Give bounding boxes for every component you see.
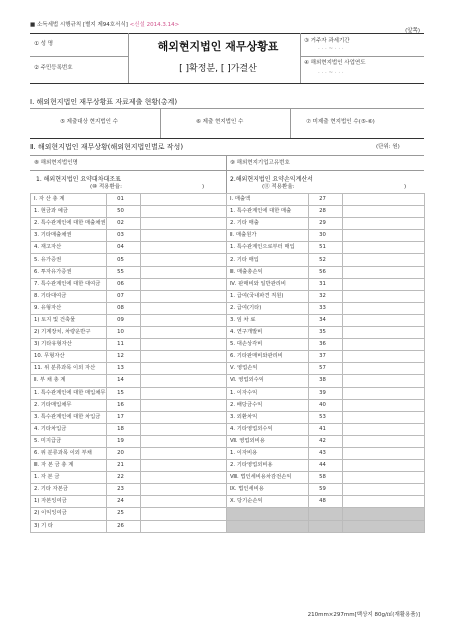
- table-row: [31, 230, 425, 242]
- row-label-left: Ⅰ. 자 산 총 계: [31, 194, 107, 206]
- row-code-right: 51: [309, 242, 343, 254]
- row-label-left: 3) 기타유형자산: [31, 339, 107, 351]
- business-year-field[interactable]: · · · ~ · · ·: [318, 70, 344, 76]
- amount-field-right[interactable]: [343, 194, 425, 206]
- row-code-right: [309, 520, 343, 532]
- row-code-right: 40: [309, 399, 343, 411]
- amount-field-left[interactable]: [141, 351, 227, 363]
- amount-field-left[interactable]: [141, 375, 227, 387]
- row-code-right: [309, 508, 343, 520]
- form-header: [30, 20, 179, 28]
- amount-field-right[interactable]: [343, 423, 425, 435]
- row-label-right: 1. 이자수익: [227, 387, 309, 399]
- row-label-right: [227, 520, 309, 532]
- row-label-left: 6. 위 분류과목 이외 부채: [31, 447, 107, 459]
- row-label-left: 2. 기타매입채무: [31, 399, 107, 411]
- row-label-left: Ⅲ. 자 본 금 총 계: [31, 460, 107, 472]
- amount-field-left[interactable]: [141, 290, 227, 302]
- row-label-right: 4. 기타영업외수익: [227, 423, 309, 435]
- row-code-right: 38: [309, 375, 343, 387]
- amount-field-right[interactable]: [343, 472, 425, 484]
- row-label-right: Ⅱ. 매출원가: [227, 230, 309, 242]
- row-code-left: 22: [107, 472, 141, 484]
- corp-id-label: ⑨ 해외현지기업고유번호: [230, 160, 290, 166]
- row-code-left: 13: [107, 363, 141, 375]
- form-header-text: ■ 소득세법 시행규칙 [별지 제94호서식]: [30, 22, 128, 28]
- row-label-right: Ⅴ. 영업손익: [227, 363, 309, 375]
- amount-field-right[interactable]: [343, 266, 425, 278]
- table-row: [31, 411, 425, 423]
- amount-field-left[interactable]: [141, 508, 227, 520]
- table-row: [31, 327, 425, 339]
- table-row: [31, 472, 425, 484]
- row-label-left: 4. 재고자산: [31, 242, 107, 254]
- amount-field-left[interactable]: [141, 520, 227, 532]
- table-row: [31, 218, 425, 230]
- amount-field-right[interactable]: [343, 290, 425, 302]
- row-label-right: Ⅸ. 법인세비용: [227, 484, 309, 496]
- row-label-left: 3. 특수관계인에 대한 차입금: [31, 411, 107, 423]
- table-row: [31, 314, 425, 326]
- row-code-right: 32: [309, 290, 343, 302]
- top-rule: [30, 33, 424, 34]
- table-row: [31, 254, 425, 266]
- row-code-right: 27: [309, 194, 343, 206]
- tax-period-label: ③ 거주자 과세기간: [304, 38, 350, 44]
- left-rate-label: (⑩ 적용환율:: [90, 184, 122, 190]
- right-rate-close: ): [404, 184, 407, 190]
- amount-field-left[interactable]: [141, 254, 227, 266]
- row-label-right: 1. 특수관계인으로부터 매입: [227, 242, 309, 254]
- divider: [30, 170, 424, 171]
- table-row: [31, 387, 425, 399]
- income-statement-title: 2.해외현지법인 요약손익계산서: [230, 176, 313, 183]
- row-label-right: Ⅰ. 매출액: [227, 194, 309, 206]
- row-code-left: 19: [107, 435, 141, 447]
- row-code-left: 14: [107, 375, 141, 387]
- unit-label: (단위: 원): [376, 144, 400, 150]
- table-row: [31, 339, 425, 351]
- row-code-right: 52: [309, 254, 343, 266]
- row-label-left: 6. 투자유가증권: [31, 266, 107, 278]
- amount-field-right: [343, 508, 425, 520]
- amount-field-left[interactable]: [141, 399, 227, 411]
- row-code-left: 23: [107, 484, 141, 496]
- row-label-right: 2. 기타 매입: [227, 254, 309, 266]
- row-code-left: 12: [107, 351, 141, 363]
- row-code-right: 56: [309, 266, 343, 278]
- row-label-left: 10. 무형자산: [31, 351, 107, 363]
- amount-field-right[interactable]: [343, 387, 425, 399]
- row-label-left: 1. 자 본 금: [31, 472, 107, 484]
- row-label-left: 5. 유가증권: [31, 254, 107, 266]
- row-label-left: 2) 이익잉여금: [31, 508, 107, 520]
- row-code-right: 42: [309, 435, 343, 447]
- row-label-right: 2. 급여(기타): [227, 302, 309, 314]
- row-code-right: 36: [309, 339, 343, 351]
- amount-field-right[interactable]: [343, 302, 425, 314]
- table-row: [31, 351, 425, 363]
- amount-field-right[interactable]: [343, 435, 425, 447]
- row-code-right: 58: [309, 472, 343, 484]
- row-code-right: 33: [309, 302, 343, 314]
- row-code-left: 08: [107, 302, 141, 314]
- balance-sheet-title: 1. 해외현지법인 요약대차대조표: [36, 176, 121, 183]
- row-label-right: 4. 연구개발비: [227, 327, 309, 339]
- row-label-right: 3. 외환차익: [227, 411, 309, 423]
- row-label-right: Ⅳ. 판매비와 일반관리비: [227, 278, 309, 290]
- left-rate-close: ): [202, 184, 205, 190]
- name-label: ① 성 명: [34, 41, 54, 47]
- paper-spec: 210mm×297mm[백상지 80g/㎡(재활용품)]: [307, 612, 420, 618]
- table-row: [31, 206, 425, 218]
- row-label-left: 1) 토지 및 건축물: [31, 314, 107, 326]
- row-code-right: 35: [309, 327, 343, 339]
- amount-field-left[interactable]: [141, 435, 227, 447]
- row-code-left: 20: [107, 447, 141, 459]
- row-code-right: 53: [309, 411, 343, 423]
- amount-field-left[interactable]: [141, 242, 227, 254]
- table-row: [31, 242, 425, 254]
- row-label-left: 9. 유형자산: [31, 302, 107, 314]
- row-label-left: 3. 기타매출채권: [31, 230, 107, 242]
- amount-field-right[interactable]: [343, 411, 425, 423]
- row-label-right: 6. 기타판매비와관리비: [227, 351, 309, 363]
- row-label-right: Ⅲ. 매출총손익: [227, 266, 309, 278]
- amount-field-right[interactable]: [343, 339, 425, 351]
- amount-field-left[interactable]: [141, 339, 227, 351]
- row-label-right: 2. 기타 매출: [227, 218, 309, 230]
- amount-field-left[interactable]: [141, 387, 227, 399]
- row-label-right: 1. 급여(국내파견 직원): [227, 290, 309, 302]
- table-row: [31, 399, 425, 411]
- row-code-left: 03: [107, 230, 141, 242]
- amount-field-left[interactable]: [141, 206, 227, 218]
- table-row: [31, 520, 425, 532]
- amount-field-left[interactable]: [141, 314, 227, 326]
- row-label-left: 5. 미지급금: [31, 435, 107, 447]
- row-label-right: Ⅶ. 영업외비용: [227, 435, 309, 447]
- amount-field-right[interactable]: [343, 314, 425, 326]
- row-code-left: 02: [107, 218, 141, 230]
- row-code-left: 17: [107, 411, 141, 423]
- amount-field-left[interactable]: [141, 472, 227, 484]
- divider: [226, 155, 227, 193]
- amount-field-right[interactable]: [343, 327, 425, 339]
- row-label-right: 1. 특수관계인에 대한 매출: [227, 206, 309, 218]
- amount-field-left[interactable]: [141, 411, 227, 423]
- financial-table: [30, 193, 425, 533]
- row-label-left: 1) 자본잉여금: [31, 496, 107, 508]
- amount-field-right[interactable]: [343, 218, 425, 230]
- row-label-left: 7. 특수관계인에 대한 대여금: [31, 278, 107, 290]
- unsubmitted-count-label: ⑦ 미제출 현지법인 수(⑤-⑥): [306, 119, 375, 125]
- amount-field-right[interactable]: [343, 375, 425, 387]
- row-code-left: 16: [107, 399, 141, 411]
- row-label-left: 3) 기 타: [31, 520, 107, 532]
- corp-name-label: ⑧ 해외현지법인명: [34, 160, 78, 166]
- table-row: [31, 508, 425, 520]
- row-label-left: 2. 특수관계인에 대한 매출채권: [31, 218, 107, 230]
- row-label-right: Ⅷ. 법인세비용차감전손익: [227, 472, 309, 484]
- table-row: [31, 423, 425, 435]
- tax-period-field[interactable]: · · · ~ · · ·: [318, 46, 344, 52]
- row-code-right: 57: [309, 363, 343, 375]
- amount-field-left[interactable]: [141, 447, 227, 459]
- row-code-left: 26: [107, 520, 141, 532]
- row-label-left: 1. 현금과 예금: [31, 206, 107, 218]
- table-row: [31, 460, 425, 472]
- row-code-right: 29: [309, 218, 343, 230]
- section2-title: Ⅱ. 해외현지법인 재무상황(해외현지법인별로 작성): [30, 143, 184, 151]
- section1-title: Ⅰ. 해외현지법인 재무상황표 자료제출 현황(총계): [30, 98, 178, 106]
- row-label-right: 5. 대손상각비: [227, 339, 309, 351]
- row-code-left: 09: [107, 314, 141, 326]
- amount-field-left[interactable]: [141, 423, 227, 435]
- row-code-right: 44: [309, 460, 343, 472]
- row-label-left: 1. 특수관계인에 대한 매입채무: [31, 387, 107, 399]
- row-code-right: 48: [309, 496, 343, 508]
- row-label-right: 2. 배당금수익: [227, 399, 309, 411]
- amount-field-left[interactable]: [141, 230, 227, 242]
- row-code-left: 55: [107, 266, 141, 278]
- row-code-right: 41: [309, 423, 343, 435]
- amount-field-right[interactable]: [343, 399, 425, 411]
- row-label-right: 1. 이자비용: [227, 447, 309, 459]
- row-code-left: 05: [107, 254, 141, 266]
- row-code-left: 15: [107, 387, 141, 399]
- row-code-right: 34: [309, 314, 343, 326]
- amount-field-left[interactable]: [141, 484, 227, 496]
- divider: [30, 138, 424, 139]
- divider: [290, 108, 291, 138]
- amount-field-left[interactable]: [141, 194, 227, 206]
- table-row: [31, 302, 425, 314]
- amount-field-right[interactable]: [343, 447, 425, 459]
- table-row: [31, 278, 425, 290]
- table-row: [31, 435, 425, 447]
- amount-field-right[interactable]: [343, 254, 425, 266]
- row-code-left: 10: [107, 327, 141, 339]
- business-year-label: ④ 해외현지법인 사업연도: [304, 60, 366, 66]
- row-code-left: 07: [107, 290, 141, 302]
- amount-field-left[interactable]: [141, 327, 227, 339]
- row-code-left: 06: [107, 278, 141, 290]
- divider: [300, 56, 424, 57]
- amount-field-right[interactable]: [343, 484, 425, 496]
- row-code-left: 11: [107, 339, 141, 351]
- row-label-left: Ⅱ. 부 채 총 계: [31, 375, 107, 387]
- divider: [30, 83, 424, 84]
- row-code-right: 28: [309, 206, 343, 218]
- side-label: (앞쪽): [405, 28, 420, 34]
- row-code-right: 59: [309, 484, 343, 496]
- row-code-left: 24: [107, 496, 141, 508]
- row-code-left: 01: [107, 194, 141, 206]
- row-label-right: 3. 임 차 료: [227, 314, 309, 326]
- table-row: [31, 363, 425, 375]
- amount-field-left[interactable]: [141, 266, 227, 278]
- table-row: [31, 447, 425, 459]
- amount-field-right[interactable]: [343, 278, 425, 290]
- row-code-left: 50: [107, 206, 141, 218]
- row-code-right: 39: [309, 387, 343, 399]
- row-code-right: 37: [309, 351, 343, 363]
- amount-field-right[interactable]: [343, 351, 425, 363]
- amount-field-left[interactable]: [141, 460, 227, 472]
- row-label-left: 2. 기타 자본금: [31, 484, 107, 496]
- divider: [30, 108, 424, 109]
- row-label-left: 4. 기타차입금: [31, 423, 107, 435]
- table-row: [31, 484, 425, 496]
- amount-field-left[interactable]: [141, 302, 227, 314]
- financial-table-body: [31, 194, 425, 533]
- row-label-left: 2) 기계장치, 차량운반구: [31, 327, 107, 339]
- amount-field-right: [343, 520, 425, 532]
- page-title: 해외현지법인 재무상황표: [157, 40, 279, 53]
- divider: [160, 108, 161, 138]
- row-code-right: 31: [309, 278, 343, 290]
- id-number-label: ② 주민등록번호: [34, 65, 73, 71]
- row-label-right: Ⅵ. 영업외수익: [227, 375, 309, 387]
- row-label-right: [227, 508, 309, 520]
- revision-note: <신설 2014.3.14>: [129, 22, 180, 28]
- amount-field-left[interactable]: [141, 496, 227, 508]
- report-type: [ ]확정분, [ ]가결산: [179, 64, 257, 74]
- amount-field-right[interactable]: [343, 206, 425, 218]
- table-row: [31, 375, 425, 387]
- amount-field-left[interactable]: [141, 218, 227, 230]
- row-label-right: Ⅹ. 당기순손익: [227, 496, 309, 508]
- table-row: [31, 194, 425, 206]
- amount-field-right[interactable]: [343, 230, 425, 242]
- row-code-left: 04: [107, 242, 141, 254]
- amount-field-right[interactable]: [343, 496, 425, 508]
- row-code-right: 30: [309, 230, 343, 242]
- amount-field-right[interactable]: [343, 363, 425, 375]
- right-rate-label: (⑪ 적용환율:: [262, 184, 295, 190]
- row-label-right: 2. 기타영업외비용: [227, 460, 309, 472]
- submitted-count-label: ⑥ 제출 현지법인 수: [196, 119, 244, 125]
- row-code-left: 18: [107, 423, 141, 435]
- divider: [30, 56, 128, 57]
- amount-field-left[interactable]: [141, 278, 227, 290]
- table-row: [31, 496, 425, 508]
- table-row: [31, 290, 425, 302]
- amount-field-right[interactable]: [343, 460, 425, 472]
- row-code-right: 43: [309, 447, 343, 459]
- row-label-left: 11. 위 분류과목 이외 자산: [31, 363, 107, 375]
- row-code-left: 21: [107, 460, 141, 472]
- table-row: [31, 266, 425, 278]
- amount-field-left[interactable]: [141, 363, 227, 375]
- row-label-left: 8. 기타대여금: [31, 290, 107, 302]
- target-count-label: ⑤ 제출대상 현지법인 수: [60, 119, 118, 125]
- row-code-left: 25: [107, 508, 141, 520]
- amount-field-right[interactable]: [343, 242, 425, 254]
- divider: [30, 155, 424, 156]
